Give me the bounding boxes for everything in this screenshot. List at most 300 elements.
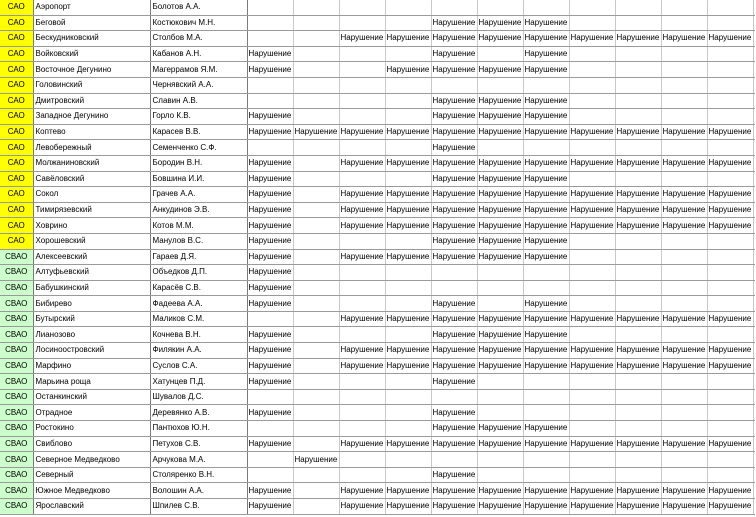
table-row xyxy=(0,436,754,452)
violation-cell xyxy=(293,171,339,187)
violation-cell: Нарушение xyxy=(523,46,569,62)
head-cell: Шувалов Д.С. xyxy=(150,389,247,405)
table-row xyxy=(0,499,754,515)
okrug-cell: СВАО xyxy=(0,421,33,437)
violation-cell: Нарушение xyxy=(477,93,523,109)
violation-cell xyxy=(293,405,339,421)
violation-cell xyxy=(293,499,339,515)
violation-cell xyxy=(339,0,385,15)
violation-cell xyxy=(661,249,707,265)
violation-cell xyxy=(293,280,339,296)
violation-cell xyxy=(615,77,661,93)
okrug-cell: СВАО xyxy=(0,343,33,359)
violation-cell: Нарушение xyxy=(569,499,615,515)
violation-cell: Нарушение xyxy=(477,31,523,47)
violation-cell: Нарушение xyxy=(523,249,569,265)
violation-cell: Нарушение xyxy=(569,31,615,47)
violation-cell-last xyxy=(753,187,754,203)
violation-cell xyxy=(707,62,753,78)
violation-cell: Нарушение xyxy=(431,31,477,47)
head-cell: Фадеева А.А. xyxy=(150,296,247,312)
violation-cell: Нарушение xyxy=(661,202,707,218)
violation-cell: Нарушение xyxy=(615,187,661,203)
violation-cell xyxy=(477,467,523,483)
district-cell: Бабушкинский xyxy=(33,280,150,296)
violation-cell xyxy=(339,77,385,93)
head-cell: Деревянко А.В. xyxy=(150,405,247,421)
head-cell: Анкудинов Э.В. xyxy=(150,202,247,218)
district-cell: Молжаниновский xyxy=(33,155,150,171)
okrug-cell: САО xyxy=(0,93,33,109)
table-row xyxy=(0,62,754,78)
violation-cell: Нарушение xyxy=(431,483,477,499)
violation-cell: Нарушение xyxy=(247,155,293,171)
violation-cell: Нарушение xyxy=(431,233,477,249)
violation-cell xyxy=(661,0,707,15)
violation-cell: Нарушение xyxy=(569,358,615,374)
violation-cell xyxy=(707,249,753,265)
violation-cell: Нарушение xyxy=(569,343,615,359)
violation-cell: Нарушение xyxy=(477,62,523,78)
violation-cell xyxy=(293,265,339,281)
table-row xyxy=(0,343,754,359)
violation-cell: Нарушение xyxy=(385,436,431,452)
violation-cell xyxy=(385,265,431,281)
violation-cell xyxy=(661,389,707,405)
district-cell: Бибирево xyxy=(33,296,150,312)
okrug-cell: СВАО xyxy=(0,311,33,327)
violation-cell xyxy=(661,421,707,437)
violation-cell xyxy=(247,93,293,109)
violation-cell xyxy=(339,93,385,109)
violation-cell xyxy=(523,405,569,421)
violation-cell xyxy=(615,265,661,281)
violation-cell xyxy=(523,140,569,156)
head-cell: Котов М.М. xyxy=(150,218,247,234)
violation-cell: Нарушение xyxy=(477,218,523,234)
violation-cell: Нарушение xyxy=(431,155,477,171)
head-cell: Кабанов А.Н. xyxy=(150,46,247,62)
violation-cell xyxy=(339,374,385,390)
violation-cell: Нарушение xyxy=(569,218,615,234)
violation-cell xyxy=(247,452,293,468)
violation-cell: Нарушение xyxy=(339,218,385,234)
violation-cell xyxy=(293,421,339,437)
violation-cell xyxy=(477,280,523,296)
table-row xyxy=(0,155,754,171)
violation-cell xyxy=(385,374,431,390)
district-cell: Коптево xyxy=(33,124,150,140)
violation-cell: Нарушение xyxy=(385,202,431,218)
violation-cell xyxy=(615,421,661,437)
violation-cell: Нарушение xyxy=(523,93,569,109)
violation-cell-last xyxy=(753,93,754,109)
head-cell: Магеррамов Я.М. xyxy=(150,62,247,78)
violation-cell xyxy=(385,421,431,437)
violation-cell: Нарушение xyxy=(661,358,707,374)
violation-cell: Нарушение xyxy=(339,155,385,171)
table-row xyxy=(0,405,754,421)
violation-cell xyxy=(661,62,707,78)
violation-cell: Нарушение xyxy=(477,436,523,452)
violation-cell: Нарушение xyxy=(247,327,293,343)
head-cell: Кочнева В.Н. xyxy=(150,327,247,343)
okrug-cell: САО xyxy=(0,0,33,15)
violation-cell xyxy=(615,249,661,265)
violation-cell: Нарушение xyxy=(523,155,569,171)
violation-cell: Нарушение xyxy=(247,483,293,499)
head-cell: Объедков Д.П. xyxy=(150,265,247,281)
violation-cell xyxy=(661,109,707,125)
violation-cell xyxy=(385,77,431,93)
table-row xyxy=(0,296,754,312)
violation-cell xyxy=(293,296,339,312)
violation-cell xyxy=(477,77,523,93)
okrug-cell: СВАО xyxy=(0,327,33,343)
violation-cell: Нарушение xyxy=(247,499,293,515)
violation-cell xyxy=(247,77,293,93)
table-row xyxy=(0,233,754,249)
violation-cell: Нарушение xyxy=(477,311,523,327)
table-row xyxy=(0,124,754,140)
okrug-cell: СВАО xyxy=(0,405,33,421)
violation-cell-last xyxy=(753,452,754,468)
table-row xyxy=(0,93,754,109)
violation-cell xyxy=(385,389,431,405)
table-row xyxy=(0,265,754,281)
violation-cell xyxy=(569,0,615,15)
district-cell: Войковский xyxy=(33,46,150,62)
head-cell: Гараев Д.Я. xyxy=(150,249,247,265)
violation-cell xyxy=(385,467,431,483)
violation-cell: Нарушение xyxy=(615,311,661,327)
okrug-cell: САО xyxy=(0,124,33,140)
violation-cell: Нарушение xyxy=(707,187,753,203)
district-cell: Беговой xyxy=(33,15,150,31)
violation-cell xyxy=(431,280,477,296)
violation-cell: Нарушение xyxy=(661,155,707,171)
head-cell: Грачев А.А. xyxy=(150,187,247,203)
violation-cell: Нарушение xyxy=(385,62,431,78)
violation-cell-last xyxy=(753,77,754,93)
district-cell: Аэропорт xyxy=(33,0,150,15)
violation-cell xyxy=(247,467,293,483)
district-cell: Головинский xyxy=(33,77,150,93)
violation-cell xyxy=(615,171,661,187)
violation-cell: Нарушение xyxy=(293,124,339,140)
violation-cell xyxy=(661,452,707,468)
violation-cell: Нарушение xyxy=(615,31,661,47)
district-cell: Бутырский xyxy=(33,311,150,327)
district-cell: Дмитровский xyxy=(33,93,150,109)
violation-cell: Нарушение xyxy=(661,31,707,47)
violation-cell-last xyxy=(753,202,754,218)
table-row xyxy=(0,31,754,47)
violation-cell: Нарушение xyxy=(707,343,753,359)
violation-cell xyxy=(293,467,339,483)
violation-cell xyxy=(707,389,753,405)
violation-cell-last xyxy=(753,46,754,62)
violation-cell xyxy=(707,280,753,296)
violation-cell: Нарушение xyxy=(477,327,523,343)
violation-cell: Нарушение xyxy=(339,124,385,140)
violation-cell: Нарушение xyxy=(523,62,569,78)
violation-cell-last xyxy=(753,405,754,421)
okrug-cell: СВАО xyxy=(0,467,33,483)
violation-cell: Нарушение xyxy=(385,358,431,374)
violation-cell xyxy=(247,15,293,31)
violation-cell xyxy=(385,452,431,468)
okrug-cell: САО xyxy=(0,31,33,47)
violation-cell: Нарушение xyxy=(477,202,523,218)
violation-cell xyxy=(477,265,523,281)
violation-cell: Нарушение xyxy=(523,218,569,234)
violation-cell xyxy=(247,421,293,437)
violation-cell: Нарушение xyxy=(615,499,661,515)
violation-cell: Нарушение xyxy=(523,124,569,140)
head-cell: Волошин А.А. xyxy=(150,483,247,499)
violation-cell xyxy=(477,140,523,156)
district-cell: Хорошевский xyxy=(33,233,150,249)
okrug-cell: СВАО xyxy=(0,483,33,499)
violation-cell-last xyxy=(753,483,754,499)
violation-cell: Нарушение xyxy=(247,124,293,140)
okrug-cell: СВАО xyxy=(0,452,33,468)
violation-cell xyxy=(569,374,615,390)
violation-cell xyxy=(661,327,707,343)
violation-cell: Нарушение xyxy=(431,15,477,31)
violation-cell: Нарушение xyxy=(385,343,431,359)
violation-cell xyxy=(707,140,753,156)
violation-cell xyxy=(293,187,339,203)
violation-cell xyxy=(339,280,385,296)
violation-cell: Нарушение xyxy=(431,358,477,374)
violation-cell xyxy=(477,452,523,468)
violation-cell xyxy=(707,77,753,93)
district-cell: Ярославский xyxy=(33,499,150,515)
violation-cell: Нарушение xyxy=(477,233,523,249)
violation-cell-last xyxy=(753,311,754,327)
violation-cell xyxy=(293,46,339,62)
violation-cell-last xyxy=(753,171,754,187)
table-row xyxy=(0,467,754,483)
violation-cell: Нарушение xyxy=(339,311,385,327)
violation-cell: Нарушение xyxy=(431,187,477,203)
district-cell: Савёловский xyxy=(33,171,150,187)
violation-cell: Нарушение xyxy=(247,46,293,62)
violation-cell: Нарушение xyxy=(707,124,753,140)
violation-cell xyxy=(707,452,753,468)
violation-cell xyxy=(569,467,615,483)
violation-cell xyxy=(615,62,661,78)
violation-cell: Нарушение xyxy=(661,187,707,203)
violation-cell xyxy=(569,109,615,125)
violation-cell xyxy=(569,77,615,93)
head-cell: Столбов М.А. xyxy=(150,31,247,47)
violation-cell-last xyxy=(753,140,754,156)
violation-cell-last xyxy=(753,499,754,515)
violation-cell: Нарушение xyxy=(339,249,385,265)
violation-cell: Нарушение xyxy=(431,296,477,312)
violation-cell xyxy=(661,265,707,281)
violation-cell: Нарушение xyxy=(431,467,477,483)
head-cell: Костюкович М.Н. xyxy=(150,15,247,31)
violation-cell xyxy=(293,77,339,93)
table-row xyxy=(0,140,754,156)
violation-cell: Нарушение xyxy=(431,343,477,359)
violation-cell xyxy=(339,265,385,281)
violation-cell: Нарушение xyxy=(615,343,661,359)
okrug-cell: СВАО xyxy=(0,265,33,281)
violation-cell: Нарушение xyxy=(247,187,293,203)
violation-cell xyxy=(523,77,569,93)
violation-cell: Нарушение xyxy=(523,202,569,218)
violation-cell: Нарушение xyxy=(523,483,569,499)
violation-cell xyxy=(523,280,569,296)
violation-cell xyxy=(569,62,615,78)
table-row xyxy=(0,187,754,203)
head-cell: Карасев В.В. xyxy=(150,124,247,140)
violation-cell-last xyxy=(753,280,754,296)
violation-cell: Нарушение xyxy=(569,187,615,203)
violation-cell: Нарушение xyxy=(661,499,707,515)
violation-cell xyxy=(615,467,661,483)
violation-cell xyxy=(615,93,661,109)
violation-cell xyxy=(523,265,569,281)
violation-cell: Нарушение xyxy=(523,233,569,249)
okrug-cell: СВАО xyxy=(0,436,33,452)
violation-cell xyxy=(707,46,753,62)
violation-cell xyxy=(661,77,707,93)
violation-cell: Нарушение xyxy=(247,249,293,265)
head-cell: Маликов С.М. xyxy=(150,311,247,327)
table-row xyxy=(0,374,754,390)
violation-cell xyxy=(569,405,615,421)
violation-cell-last xyxy=(753,15,754,31)
violation-cell xyxy=(661,46,707,62)
violation-cell xyxy=(431,0,477,15)
violation-cell xyxy=(615,46,661,62)
head-cell: Бородин В.Н. xyxy=(150,155,247,171)
violation-cell xyxy=(339,327,385,343)
violation-cell: Нарушение xyxy=(707,311,753,327)
violation-cell: Нарушение xyxy=(385,499,431,515)
violation-cell xyxy=(569,389,615,405)
okrug-cell: СВАО xyxy=(0,296,33,312)
violation-cell: Нарушение xyxy=(477,483,523,499)
district-cell: Северный xyxy=(33,467,150,483)
violation-cell-last xyxy=(753,62,754,78)
violation-cell xyxy=(385,171,431,187)
violation-cell xyxy=(293,249,339,265)
head-cell: Манулов В.С. xyxy=(150,233,247,249)
district-cell: Марьина роща xyxy=(33,374,150,390)
violation-cell: Нарушение xyxy=(339,343,385,359)
violation-cell: Нарушение xyxy=(293,452,339,468)
violation-cell xyxy=(569,249,615,265)
violation-cell xyxy=(615,0,661,15)
violation-cell: Нарушение xyxy=(661,218,707,234)
violation-cell: Нарушение xyxy=(431,140,477,156)
table-row xyxy=(0,218,754,234)
head-cell: Болотов А.А. xyxy=(150,0,247,15)
violation-cell: Нарушение xyxy=(523,171,569,187)
violation-cell xyxy=(661,171,707,187)
violation-cell: Нарушение xyxy=(385,218,431,234)
table-row xyxy=(0,280,754,296)
violation-cell: Нарушение xyxy=(661,311,707,327)
table-row xyxy=(0,202,754,218)
violation-cell xyxy=(523,374,569,390)
violation-cell xyxy=(385,0,431,15)
violation-cell: Нарушение xyxy=(661,343,707,359)
violation-cell xyxy=(293,155,339,171)
violation-cell: Нарушение xyxy=(247,405,293,421)
violation-cell xyxy=(293,311,339,327)
violation-cell: Нарушение xyxy=(247,280,293,296)
violation-cell: Нарушение xyxy=(339,483,385,499)
violation-cell xyxy=(339,15,385,31)
violation-cell: Нарушение xyxy=(569,436,615,452)
table-row xyxy=(0,77,754,93)
violation-cell xyxy=(339,171,385,187)
violation-cell: Нарушение xyxy=(339,202,385,218)
violation-cell-last xyxy=(753,358,754,374)
violation-cell: Нарушение xyxy=(523,311,569,327)
violation-cell xyxy=(293,218,339,234)
violation-cell: Нарушение xyxy=(707,483,753,499)
violation-cell xyxy=(477,0,523,15)
violation-cell: Нарушение xyxy=(477,499,523,515)
violation-cell: Нарушение xyxy=(523,296,569,312)
violation-cell xyxy=(661,15,707,31)
violation-cell: Нарушение xyxy=(615,218,661,234)
violation-cell: Нарушение xyxy=(661,483,707,499)
violation-cell xyxy=(707,421,753,437)
district-cell: Свиблово xyxy=(33,436,150,452)
violation-cell xyxy=(339,405,385,421)
violation-cell: Нарушение xyxy=(385,124,431,140)
district-cell: Западное Дегунино xyxy=(33,109,150,125)
violation-cell xyxy=(569,46,615,62)
violation-cell xyxy=(293,93,339,109)
violation-cell: Нарушение xyxy=(385,249,431,265)
violation-cell xyxy=(615,374,661,390)
violation-cell: Нарушение xyxy=(431,436,477,452)
violation-cell xyxy=(523,0,569,15)
violation-cell xyxy=(247,311,293,327)
violation-cell: Нарушение xyxy=(339,499,385,515)
okrug-cell: СВАО xyxy=(0,389,33,405)
head-cell: Чернявский А.А. xyxy=(150,77,247,93)
district-cell: Сокол xyxy=(33,187,150,203)
violation-cell xyxy=(477,296,523,312)
violation-cell: Нарушение xyxy=(431,62,477,78)
violation-cell xyxy=(293,31,339,47)
violation-cell xyxy=(615,280,661,296)
violation-cell xyxy=(339,233,385,249)
violation-cell: Нарушение xyxy=(247,358,293,374)
violation-cell xyxy=(385,15,431,31)
violation-cell xyxy=(293,358,339,374)
violation-cell xyxy=(247,0,293,15)
violation-cell-last xyxy=(753,155,754,171)
violation-cell xyxy=(569,327,615,343)
violation-cell: Нарушение xyxy=(615,358,661,374)
table-row xyxy=(0,46,754,62)
violation-cell xyxy=(339,109,385,125)
violation-cell xyxy=(615,405,661,421)
